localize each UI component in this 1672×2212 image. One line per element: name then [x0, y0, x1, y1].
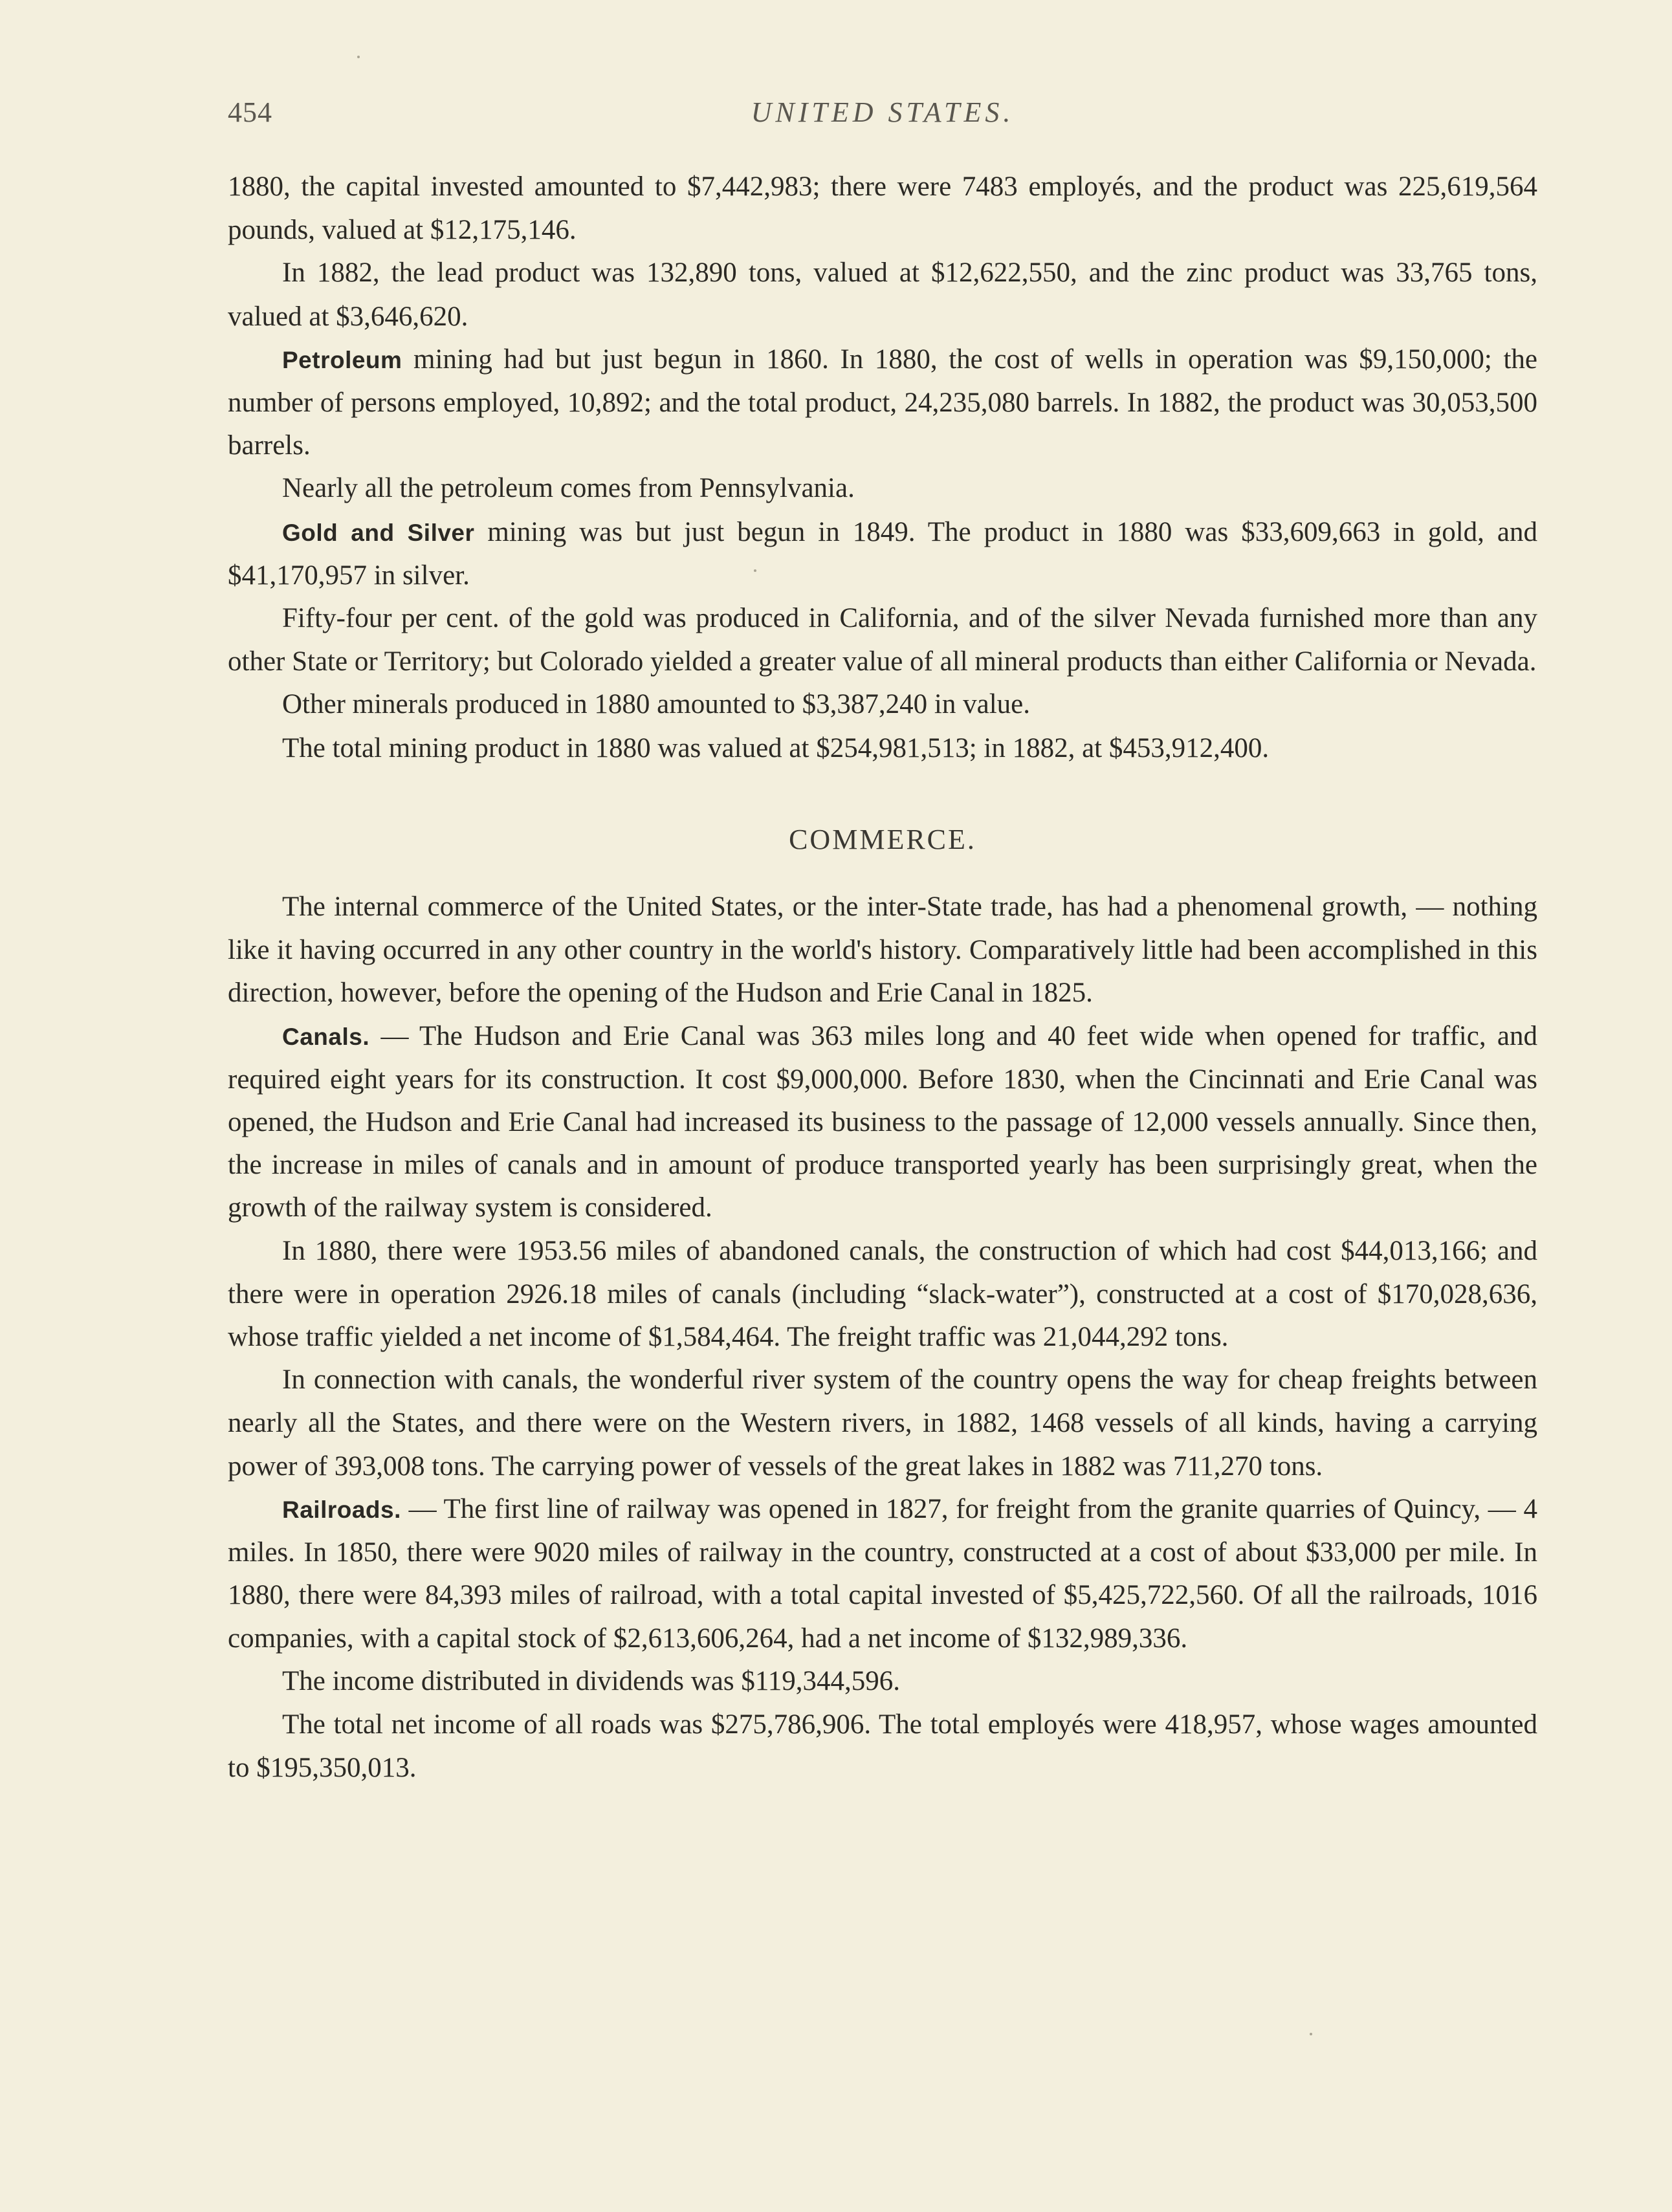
paragraph [228, 467, 1537, 510]
paper-speck [1310, 2033, 1312, 2035]
paragraph [228, 1359, 1537, 1488]
paragraph-lead: Railroads. [282, 1496, 401, 1523]
paragraph-text: mining had but just begun in 1860. In 1880, the cost of wells in operation was $9,150,000; the number of persons employed, 10,892; and the total product, 24,235,080 barrels. In 1882, the product was 30,053,500 barrels. [228, 344, 1537, 461]
section-heading: COMMERCE. [789, 823, 976, 855]
paragraph-lead: Petroleum [282, 346, 402, 373]
paragraph-text: mining was but just begun in 1849. The product in 1880 was $33,609,663 in gold, and $41,170,957 in silver. [228, 516, 1537, 591]
paragraph-text: The total mining product in 1880 was valued at $254,981,513; in 1882, at $453,912,400. [282, 732, 1270, 763]
paragraph [228, 1660, 1537, 1703]
paragraph [228, 1703, 1537, 1790]
paragraph-lead: Gold and Silver [282, 519, 475, 546]
paragraph-text: In connection with canals, the wonderful river system of the country opens the way for cheap freights between nearly all the States, and there were on the Western rivers, in 1882, 1468 vessels of all kinds, having a carrying power of 393,008 tons. The carrying power of vessels of the great lakes in 1882 was 711,270 tons. [228, 1364, 1537, 1482]
running-title: UNITED STATES. [751, 96, 1015, 128]
paper-speck [754, 569, 756, 572]
paragraph-text: — The Hudson and Erie Canal was 363 miles long and 40 feet wide when opened for traffic, and required eight years for its construction. It cost $9,000,000. Before 1830, when the Cincinnati and Erie Canal was opened, the Hudson and Erie Canal had increased its business to the passage of 12,000 vessels annually. Since then, the increase in miles of canals and in amount of produce transported yearly has been surprisingly great, when the growth of the railway system is considered. [228, 1020, 1537, 1223]
paragraph [228, 166, 1537, 252]
page-number: 454 [228, 96, 272, 128]
paragraph-text: — The first line of railway was opened in 1827, for freight from the granite quarries of Quincy, — 4 miles. In 1850, there were 9020 miles of railway in the country, constructed at a cost of about $33,000 per mile. In 1880, there were 84,393 miles of railroad, with a total capital invested of $5,425,722,560. Of all the railroads, 1016 companies, with a capital stock of $2,613,606,264, had a net income of $132,989,336. [228, 1493, 1537, 1654]
paragraph-text: The internal commerce of the United States, or the inter-State trade, has had a phenomenal growth, — nothing like it having occurred in any other country in the world's history. Comparatively little had been accomplished in this direction, however, before the opening of the Hudson and Erie Canal in 1825. [228, 892, 1537, 1009]
paragraph-text: Other minerals produced in 1880 amounted to $3,387,240 in value. [282, 689, 1030, 720]
paper-speck [357, 56, 360, 58]
paragraph-canals [228, 1015, 1537, 1230]
page-body [228, 166, 1537, 1790]
paragraph-petroleum [228, 338, 1537, 468]
running-head [228, 96, 1537, 135]
paragraph [228, 683, 1537, 727]
paragraph-text: Fifty-four per cent. of the gold was produced in California, and of the silver Nevada furnished more than any other State or Territory; but Colorado yielded a greater value of all mineral products than either California or Nevada. [228, 603, 1537, 677]
paragraph-text: 1880, the capital invested amounted to $7,442,983; there were 7483 employés, and the product was 225,619,564 pounds, valued at $12,175,146. [228, 171, 1537, 246]
paragraph [228, 886, 1537, 1015]
paragraph-lead: Canals. [282, 1023, 370, 1050]
paragraph [228, 597, 1537, 683]
book-page [228, 0, 1537, 2212]
paragraph [228, 1230, 1537, 1359]
paragraph-text: Nearly all the petroleum comes from Pennsylvania. [282, 473, 855, 504]
paragraph [228, 727, 1537, 771]
paragraph-text: In 1880, there were 1953.56 miles of abandoned canals, the construction of which had cost $44,013,166; and there were in operation 2926.18 miles of canals (including “slack-water”), constructed at a cost of $170,028,636, whose traffic yielded a net income of $1,584,464. The freight traffic was 21,044,292 tons. [228, 1235, 1537, 1353]
paragraph-text: In 1882, the lead product was 132,890 tons, valued at $12,622,550, and the zinc product was 33,765 tons, valued at $3,646,620. [228, 257, 1537, 332]
paragraph-railroads [228, 1488, 1537, 1660]
paragraph [228, 252, 1537, 338]
paragraph-text: The total net income of all roads was $275,786,906. The total employés were 418,957, whose wages amounted to $195,350,013. [228, 1709, 1537, 1784]
paragraph-gold-silver [228, 511, 1537, 597]
paragraph-text: The income distributed in dividends was $119,344,596. [282, 1665, 901, 1696]
